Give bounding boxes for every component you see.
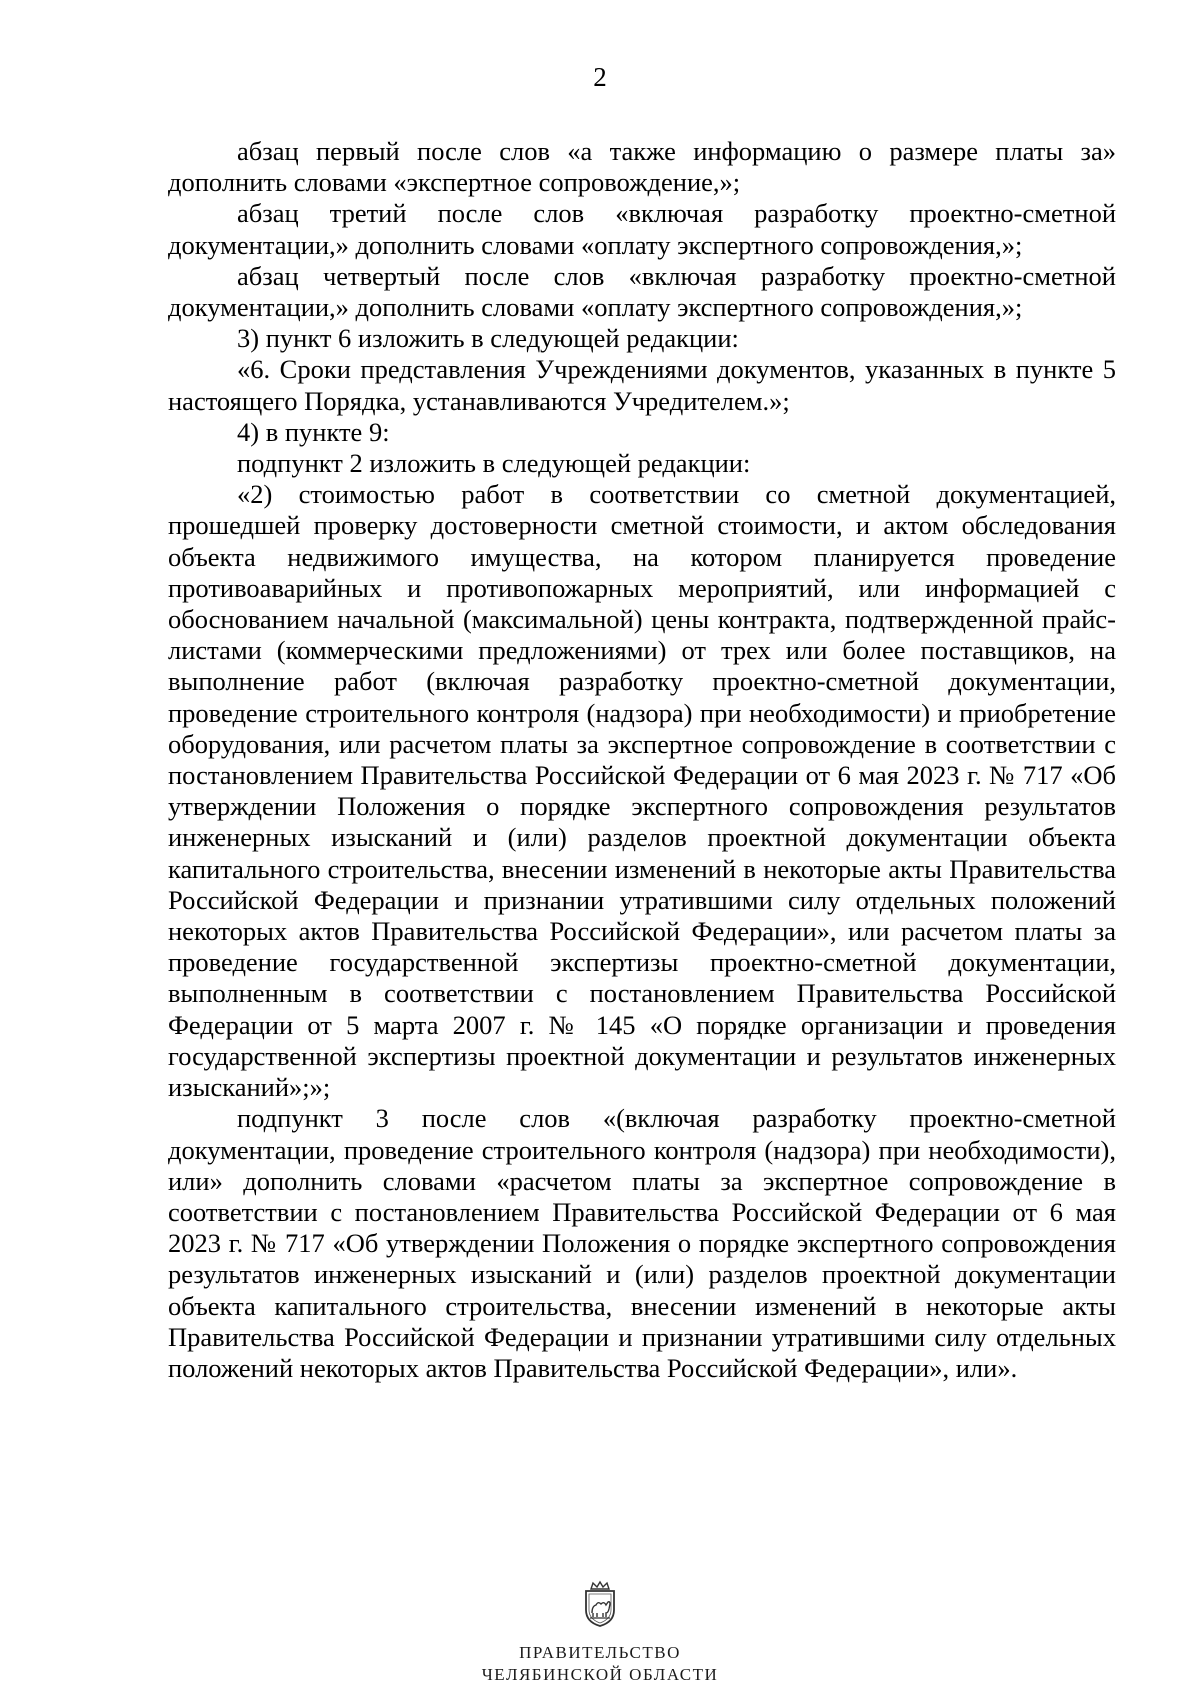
paragraph: «6. Сроки представления Учреждениями документов, указанных в пункте 5 настоящего Порядка, устанавливаются Учредителем.»; [168, 354, 1116, 416]
stamp-line-region: ЧЕЛЯБИНСКОЙ ОБЛАСТИ [481, 1665, 719, 1684]
paragraph: «2) стоимостью работ в соответствии со сметной документацией, прошедшей проверку достоверности сметной стоимости, и актом обследования объекта недвижимого имущества, на котором планируется проведение противоаварийных и противопожарных мероприятий, или информацией с обоснованием начальной (максимальной) цены контракта, подтвержденной прайс-листами (коммерческими предложениями) от трех или более поставщиков, на выполнение работ (включая разработку проектно-сметной документации, проведение строительного контроля (надзора) при необходимости) и приобретение оборудования, или расчетом платы за экспертное сопровождение в соответствии с постановлением Правительства Российской Федерации от 6 мая 2023 г. № 717 «Об утверждении Положения о порядке экспертного сопровождения результатов инженерных изысканий и (или) разделов проектной документации объекта капитального строительства, внесении изменений в некоторые акты Правительства Российской Федерации и признании утратившими силу отдельных положений некоторых актов Правительства Российской Федерации», или расчетом платы за проведение государственной экспертизы проектно-сметной документации, выполненным в соответствии с постановлением Правительства Российской Федерации от 5 марта 2007 г. № 145 «О порядке организации и проведения государственной экспертизы проектной документации и результатов инженерных изысканий»;»; [168, 479, 1116, 1103]
paragraph: абзац третий после слов «включая разработку проектно-сметной документации,» дополнить словами «оплату экспертного сопровождения,»; [168, 198, 1116, 260]
document-body [168, 136, 1116, 1384]
paragraph: подпункт 3 после слов «(включая разработку проектно-сметной документации, проведение строительного контроля (надзора) при необходимости), или» дополнить словами «расчетом платы за экспертное сопровождение в соответствии с постановлением Правительства Российской Федерации от 6 мая 2023 г. № 717 «Об утверждении Положения о порядке экспертного сопровождения результатов инженерных изысканий и (или) разделов проектной документации объекта капитального строительства, внесении изменений в некоторые акты Правительства Российской Федерации и признании утратившими силу отдельных положений некоторых актов Правительства Российской Федерации», или». [168, 1103, 1116, 1383]
stamp-line-government: ПРАВИТЕЛЬСТВО [519, 1643, 681, 1662]
paragraph: 3) пункт 6 изложить в следующей редакции: [237, 323, 739, 354]
footer-stamp [0, 1580, 1200, 1686]
paragraph: подпункт 2 изложить в следующей редакции: [237, 448, 751, 479]
chelyabinsk-coat-of-arms-icon [580, 1580, 620, 1628]
paragraph: абзац четвертый после слов «включая разработку проектно-сметной документации,» дополнить словами «оплату экспертного сопровождения,»; [168, 260, 1116, 323]
page-number: 2 [593, 62, 607, 92]
paragraph: абзац первый после слов «а также информацию о размере платы за» дополнить словами «экспертное сопровождение,»; [168, 136, 1116, 198]
paragraph: 4) в пункте 9: [237, 416, 390, 447]
